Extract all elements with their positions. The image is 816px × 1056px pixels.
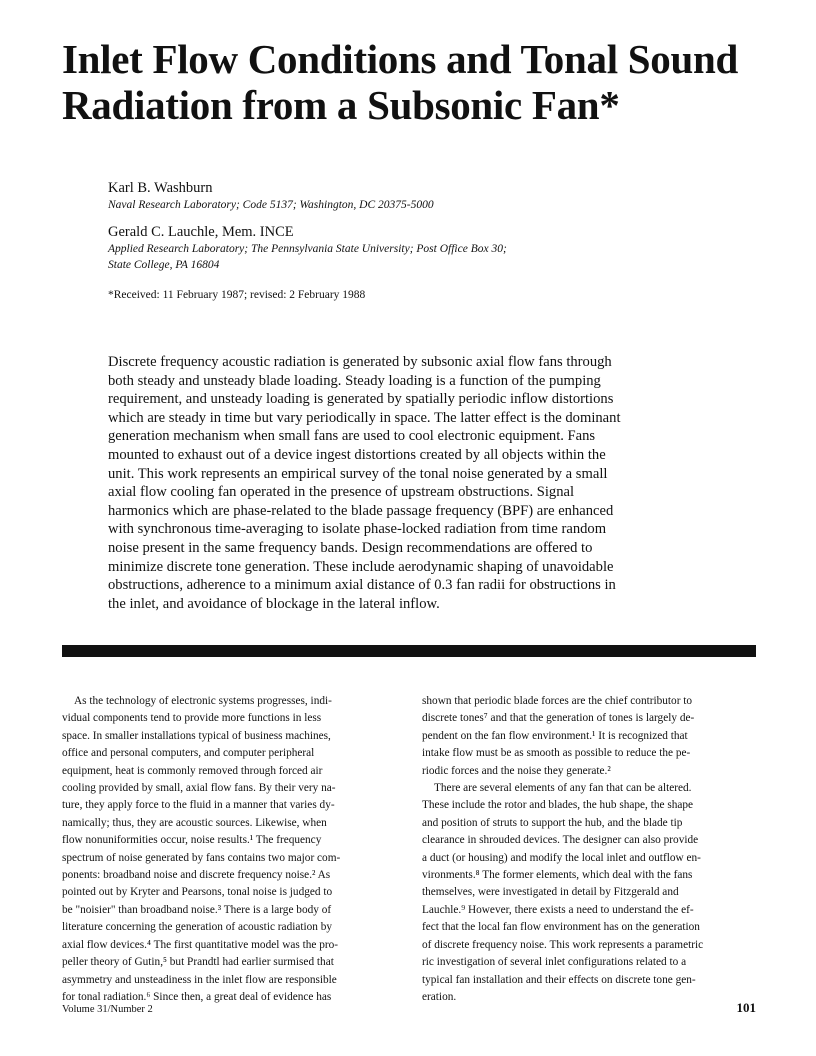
page-number: 101: [736, 1000, 756, 1015]
author-2-affiliation: [108, 241, 708, 273]
author-2-name: Gerald C. Lauchle, Mem. INCE: [108, 224, 294, 240]
body-line: ture, they apply force to the fluid in a manner that varies dy-: [62, 799, 335, 812]
body-line: literature concerning the generation of acoustic radiation by: [62, 921, 333, 934]
journal-volume: Volume 31/Number 2: [62, 1004, 153, 1015]
abstract-line: Discrete frequency acoustic radiation is generated by subsonic axial flow fans through: [108, 354, 612, 370]
abstract-line: obstructions, adherence to a minimum axial distance of 0.3 fan radii for obstructions in: [108, 577, 616, 594]
body-line: ric investigation of several inlet configurations related to a: [422, 956, 687, 969]
body-line: vironments.⁸ The former elements, which deal with the fans: [422, 869, 693, 882]
received-date: *Received: 11 February 1987; revised: 2 February 1988: [108, 289, 366, 301]
body-line: typical fan installation and their effects on discrete tone gen-: [422, 973, 696, 986]
body-column-left: [62, 693, 400, 1006]
author-2-affiliation-line: State College, PA 16804: [108, 259, 220, 271]
body-line: axial flow devices.⁴ The first quantitative model was the pro-: [62, 938, 339, 951]
body-line: ponents: broadband noise and discrete frequency noise.² As: [62, 869, 331, 882]
body-line: be "noisier" than broadband noise.³ There is a large body of: [62, 903, 332, 916]
author-2-affiliation-line: Applied Research Laboratory; The Pennsylvania State University; Post Office Box 30;: [108, 243, 507, 255]
body-line: There are several elements of any fan that can be altered.: [434, 782, 692, 795]
body-line: and position of struts to support the hub, and the blade tip: [422, 816, 683, 829]
author-1-affiliation: [108, 197, 708, 213]
abstract-line: generation mechanism when small fans are used to cool electronic equipment. Fans: [108, 428, 596, 445]
body-line: asymmetry and unsteadiness in the inlet flow are responsible: [62, 973, 337, 986]
body-line: intake flow must be as smooth as possible to reduce the pe-: [422, 747, 691, 760]
body-line: space. In smaller installations typical of business machines,: [62, 729, 331, 742]
body-line: Lauchle.⁹ However, there exists a need to understand the ef-: [422, 903, 694, 916]
body-line: namically; thus, they are acoustic sources. Likewise, when: [62, 816, 327, 829]
body-line: a duct (or housing) and modify the local inlet and outflow en-: [422, 851, 701, 864]
abstract-line: axial flow cooling fan operated in the presence of upstream obstructions. Signal: [108, 484, 575, 501]
abstract-line: both steady and unsteady blade loading. Steady loading is a function of the pumping: [108, 372, 601, 389]
body-column-right: [422, 693, 760, 1006]
body-line: cooling provided by small, axial flow fans. By their very na-: [62, 782, 336, 795]
body-line: themselves, were investigated in detail by Fitzgerald and: [422, 886, 679, 899]
abstract-line: which are steady in time but vary periodically in space. The latter effect is the dominant: [108, 409, 621, 426]
body-line: equipment, heat is commonly removed through forced air: [62, 764, 323, 777]
abstract-line: requirement, and unsteady loading is generated by spatially periodic inflow distortions: [108, 391, 614, 408]
author-1-name: Karl B. Washburn: [108, 180, 213, 196]
abstract-line: minimize discrete tone generation. These include aerodynamic shaping of unavoidable: [108, 558, 614, 575]
title-line-2: Radiation from a Subsonic Fan*: [62, 82, 620, 128]
body-line: clearance in shrouded devices. The designer can also provide: [422, 834, 699, 847]
body-line: pointed out by Kryter and Pearsons, tonal noise is judged to: [62, 886, 333, 899]
body-line: discrete tones⁷ and that the generation of tones is largely de-: [422, 712, 695, 725]
body-line: shown that periodic blade forces are the chief contributor to: [422, 695, 693, 707]
body-line: for tonal radiation.⁶ Since then, a great deal of evidence has: [62, 990, 332, 1003]
body-line: vidual components tend to provide more functions in less: [62, 712, 322, 725]
abstract-line: noise present in the same frequency bands. Design recommendations are offered to: [108, 539, 593, 556]
author-1-affiliation-line: Naval Research Laboratory; Code 5137; Washington, DC 20375-5000: [108, 199, 434, 211]
body-line: fect that the local fan flow environment has on the generation: [422, 921, 700, 934]
body-line: As the technology of electronic systems progresses, indi-: [74, 695, 332, 707]
abstract-line: unit. This work represents an empirical survey of the tonal noise generated by a small: [108, 465, 608, 482]
body-line: eration.: [422, 990, 457, 1003]
body-line: spectrum of noise generated by fans contains two major com-: [62, 851, 341, 864]
paper-title: [62, 36, 782, 128]
abstract-line: with synchronous time-averaging to isolate phase-locked radiation from time random: [108, 521, 607, 538]
body-line: office and personal computers, and computer peripheral: [62, 747, 315, 760]
body-line: of discrete frequency noise. This work represents a parametric: [422, 938, 704, 951]
body-line: pendent on the fan flow environment.¹ It is recognized that: [422, 729, 688, 742]
section-divider-rule: [62, 645, 756, 657]
body-line: riodic forces and the noise they generate.²: [422, 764, 611, 777]
body-line: These include the rotor and blades, the hub shape, the shape: [422, 799, 694, 812]
abstract-line: mounted to exhaust out of a device ingest distortions created by all objects within the: [108, 446, 606, 463]
body-line: flow nonuniformities occur, noise results.¹ The frequency: [62, 834, 322, 847]
abstract: [108, 353, 696, 613]
abstract-line: the inlet, and avoidance of blockage in the lateral inflow.: [108, 595, 440, 612]
body-line: peller theory of Gutin,⁵ but Prandtl had earlier surmised that: [62, 956, 334, 969]
abstract-line: harmonics which are phase-related to the blade passage frequency (BPF) are enhanced: [108, 502, 614, 519]
author-block: [108, 180, 708, 303]
title-line-1: Inlet Flow Conditions and Tonal Sound: [62, 36, 738, 82]
